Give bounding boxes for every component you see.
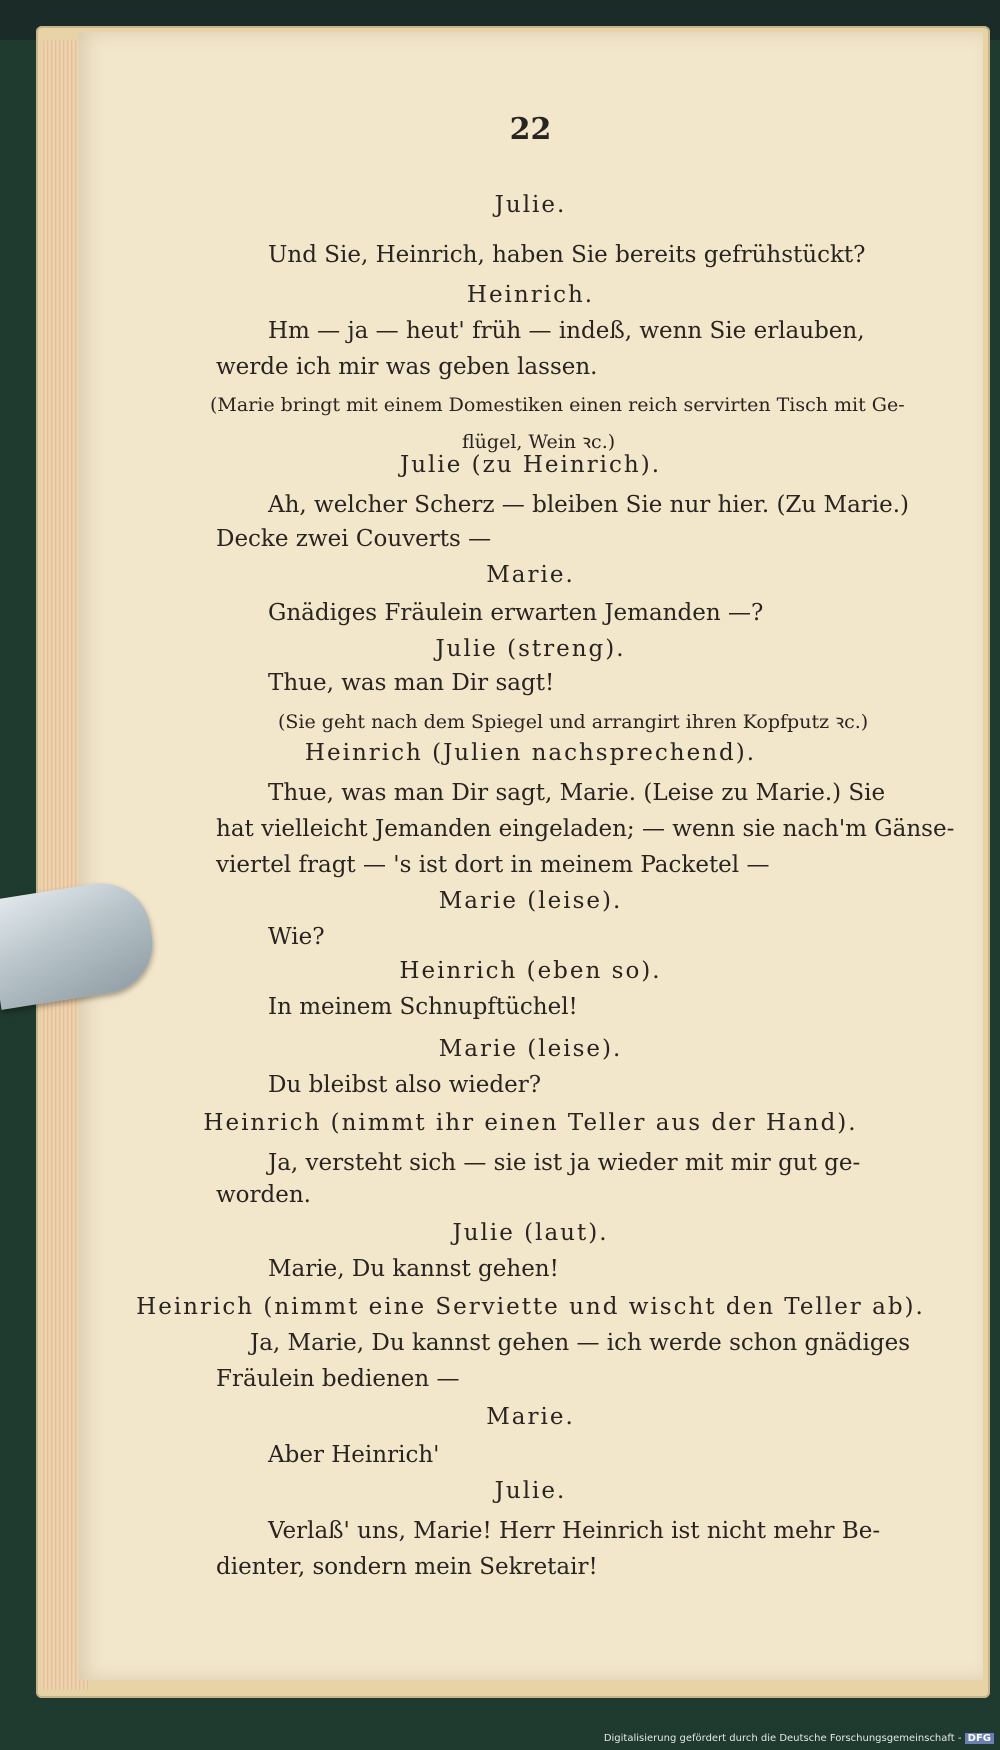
credit-text: Digitalisierung gefördert durch die Deutsche Forschungsgemeinschaft - [603,1733,962,1744]
speaker-heading: Marie (leise). [438,1036,623,1062]
speaker-heading: Julie (zu Heinrich). [399,452,662,478]
dfg-logo: DFG [965,1733,994,1744]
speaker-heading: Julie (laut). [452,1220,609,1246]
dialogue-line: Decke zwei Couverts — [216,526,492,552]
dialogue-line: Du bleibst also wieder? [268,1072,542,1098]
dialogue-line: Wie? [268,924,325,950]
speaker-heading: Heinrich (nimmt ihr einen Teller aus der Hand). [203,1110,858,1136]
dialogue-line: Fräulein bedienen — [216,1366,460,1392]
dialogue-line: Marie, Du kannst gehen! [268,1256,559,1282]
speaker-heading: Heinrich (Julien nachsprechend). [304,740,757,766]
speaker-heading: Heinrich (eben so). [399,958,662,984]
page-number: 22 [509,112,552,147]
stage-direction: (Sie geht nach dem Spiegel und arrangirt ihren Kopfputz ꝛc.) [278,711,869,733]
page-text [78,32,983,1680]
dialogue-line: dienter, sondern mein Sekretair! [216,1554,598,1580]
dialogue-line: Ja, Marie, Du kannst gehen — ich werde schon gnädiges [250,1330,911,1356]
dialogue-line: Gnädiges Fräulein erwarten Jemanden —? [268,600,764,626]
speaker-heading: Julie. [494,1478,567,1504]
dialogue-line: Thue, was man Dir sagt, Marie. (Leise zu Marie.) Sie [268,780,886,806]
stage-direction: flügel, Wein ꝛc.) [462,431,616,453]
dialogue-line: Aber Heinrich' [268,1442,440,1468]
dialogue-line: Und Sie, Heinrich, haben Sie bereits gefrühstückt? [268,242,866,268]
dialogue-line: In meinem Schnupftüchel! [268,994,578,1020]
dialogue-line: hat vielleicht Jemanden eingeladen; — wenn sie nach'm Gänse- [216,816,955,842]
stage-direction: (Marie bringt mit einem Domestiken einen reich servirten Tisch mit Ge- [210,394,905,416]
dialogue-line: Hm — ja — heut' früh — indeß, wenn Sie erlauben, [268,318,865,344]
speaker-heading: Marie. [486,1404,575,1430]
speaker-heading: Marie (leise). [438,888,623,914]
speaker-heading: Julie (streng). [435,636,626,662]
book-page [78,32,983,1680]
dialogue-line: Verlaß' uns, Marie! Herr Heinrich ist nicht mehr Be- [268,1518,881,1544]
dialogue-line: Thue, was man Dir sagt! [268,670,555,696]
speaker-heading: Heinrich. [466,282,595,308]
dialogue-line: Ja, versteht sich — sie ist ja wieder mit mir gut ge- [268,1150,861,1176]
dialogue-line: werde ich mir was geben lassen. [216,354,598,380]
dialogue-line: Ah, welcher Scherz — bleiben Sie nur hier. (Zu Marie.) [268,492,910,518]
digitization-credit [604,1733,994,1744]
dialogue-line: worden. [216,1182,311,1208]
dialogue-line: viertel fragt — 's ist dort in meinem Packetel — [216,852,770,878]
speaker-heading: Marie. [486,562,575,588]
speaker-heading: Heinrich (nimmt eine Serviette und wischt den Teller ab). [136,1294,925,1320]
speaker-heading: Julie. [494,192,567,218]
